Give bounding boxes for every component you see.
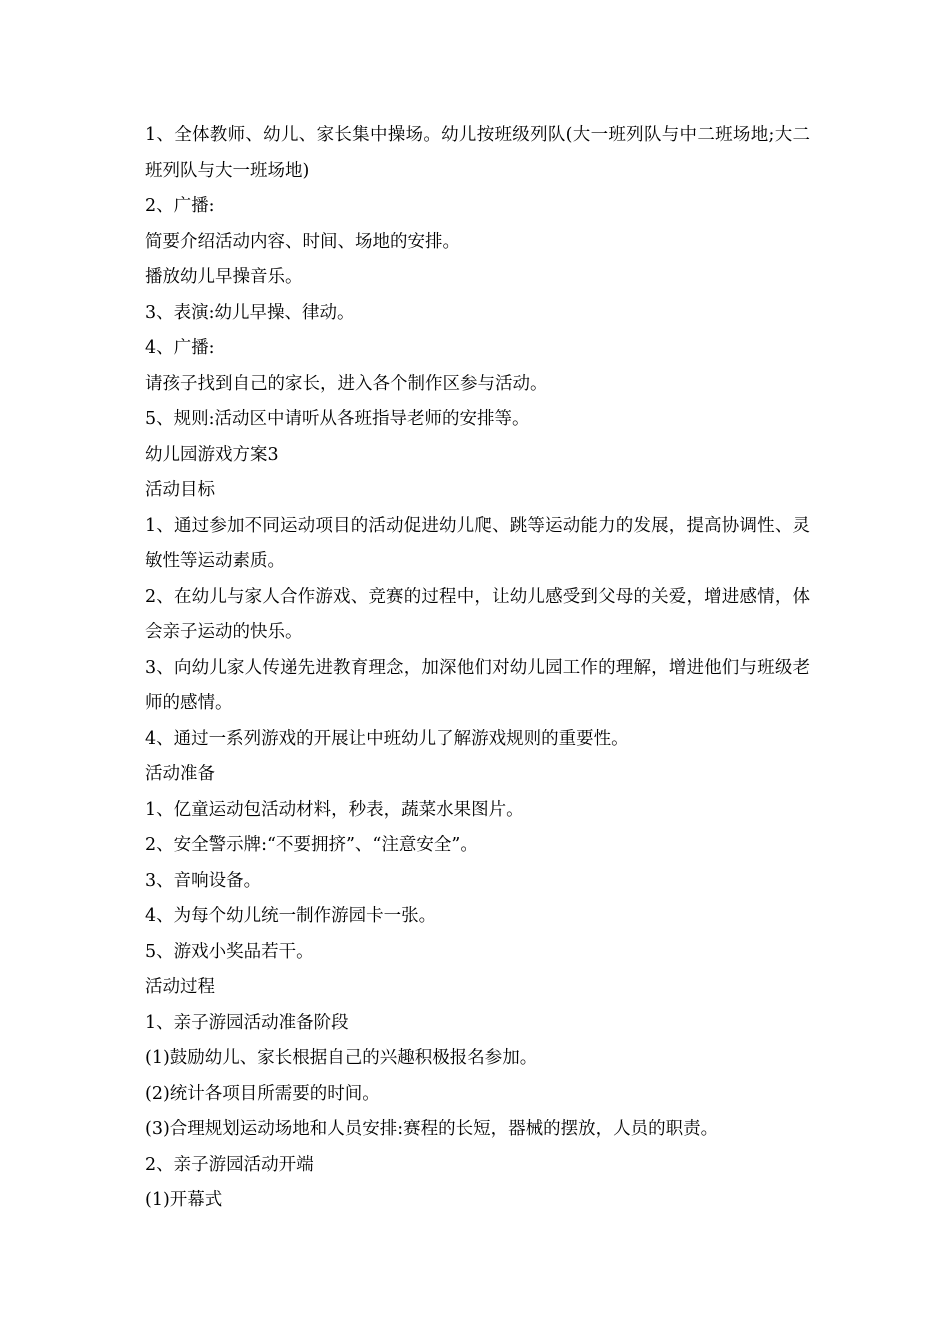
paragraph: (2)统计各项目所需要的时间。 <box>145 1083 380 1104</box>
paragraph: 1、通过参加不同运动项目的活动促进幼儿爬、跳等运动能力的发展，提高协调性、灵敏性等运动素质。 <box>145 515 810 571</box>
paragraph: 简要介绍活动内容、时间、场地的安排。 <box>145 231 460 252</box>
paragraph: 4、为每个幼儿统一制作游园卡一张。 <box>145 906 437 926</box>
paragraph: (3)合理规划运动场地和人员安排:赛程的长短，器械的摆放，人员的职责。 <box>145 1119 719 1139</box>
paragraph: 1、全体教师、幼儿、家长集中操场。幼儿按班级列队(大一班列队与中二班场地;大二班列队与大一班场地) <box>145 125 810 181</box>
paragraph: 1、亲子游园活动准备阶段 <box>145 1012 349 1033</box>
paragraph: 请孩子找到自己的家长，进入各个制作区参与活动。 <box>145 373 548 394</box>
paragraph: 4、通过一系列游戏的开展让中班幼儿了解游戏规则的重要性。 <box>145 728 629 749</box>
paragraph: 5、游戏小奖品若干。 <box>145 941 314 962</box>
section-heading: 活动准备 <box>145 764 215 784</box>
paragraph: 2、广播: <box>145 196 215 216</box>
paragraph: 2、亲子游园活动开端 <box>145 1154 314 1175</box>
paragraph: 3、音响设备。 <box>145 870 262 891</box>
paragraph: 2、安全警示牌:“不要拥挤”、“注意安全”。 <box>145 835 478 855</box>
section-title: 幼儿园游戏方案3 <box>145 444 279 465</box>
section-heading: 活动目标 <box>145 480 215 500</box>
paragraph: 2、在幼儿与家人合作游戏、竞赛的过程中，让幼儿感受到父母的关爱，增进感情，体会亲子运动的快乐。 <box>145 586 810 642</box>
paragraph: 1、亿童运动包活动材料，秒表，蔬菜水果图片。 <box>145 799 524 820</box>
paragraph: 3、表演:幼儿早操、律动。 <box>145 302 355 323</box>
paragraph: 4、广播: <box>145 338 215 358</box>
paragraph: 5、规则:活动区中请听从各班指导老师的安排等。 <box>145 409 530 429</box>
paragraph: (1)鼓励幼儿、家长根据自己的兴趣积极报名参加。 <box>145 1048 538 1068</box>
paragraph: 3、向幼儿家人传递先进教育理念，加深他们对幼儿园工作的理解，增进他们与班级老师的感情。 <box>145 657 810 713</box>
document-body <box>145 118 810 1219</box>
section-heading: 活动过程 <box>145 977 215 997</box>
paragraph: (1)开幕式 <box>145 1190 223 1210</box>
paragraph: 播放幼儿早操音乐。 <box>145 267 303 287</box>
